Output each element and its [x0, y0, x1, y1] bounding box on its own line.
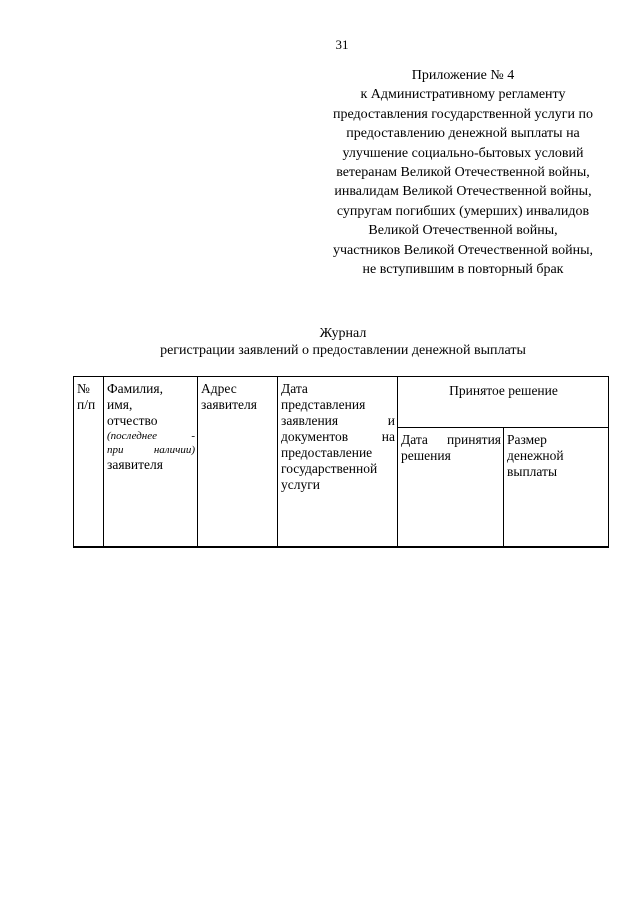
registration-table: [73, 376, 609, 548]
header-payment-amount-line: денежной: [507, 448, 564, 463]
header-decision-date-line: Дата принятия: [401, 432, 501, 447]
header-submission-date-line: Дата: [281, 381, 308, 396]
appendix-line: участников Великой Отечественной войны,: [332, 242, 594, 258]
appendix-line: не вступившим в повторный брак: [362, 262, 564, 278]
appendix-line: Приложение № 4: [411, 68, 515, 83]
header-full-name: [104, 377, 198, 548]
header-number-line: №: [77, 381, 90, 396]
header-submission-date-line: услуги: [281, 477, 320, 492]
journal-subtitle: регистрации заявлений о предоставлении денежной выплаты: [160, 343, 526, 358]
header-submission-date-line: заявления и: [281, 413, 395, 428]
header-submission-date-line: документов на: [281, 429, 395, 444]
appendix-line: ветеранам Великой Отечественной войны,: [336, 165, 590, 181]
header-address-line: заявителя: [201, 397, 257, 412]
header-number: [74, 377, 104, 548]
header-submission-date-line: предоставление: [281, 445, 373, 460]
header-decision: [398, 377, 609, 428]
header-full-name-note: (последнее -: [107, 430, 195, 442]
header-full-name-line: Фамилия,: [107, 381, 163, 396]
header-full-name-note: при наличии): [107, 444, 195, 456]
header-full-name-line: имя,: [107, 397, 133, 412]
appendix-header: [318, 66, 608, 279]
appendix-line: к Административному регламенту: [360, 87, 566, 103]
appendix-line: супругам погибших (умерших) инвалидов: [336, 203, 590, 219]
appendix-line: Великой Отечественной войны,: [368, 223, 558, 239]
header-payment-amount-line: Размер: [507, 432, 547, 447]
header-decision-date: [398, 428, 504, 548]
appendix-line: инвалидам Великой Отечественной войны,: [334, 184, 592, 200]
header-decision-date-line: решения: [401, 448, 451, 463]
appendix-line: предоставлению денежной выплаты на: [346, 126, 580, 142]
header-payment-amount-line: выплаты: [507, 464, 558, 479]
header-number-line: п/п: [77, 397, 96, 412]
header-address-line: Адрес: [201, 381, 237, 396]
header-submission-date: [278, 377, 398, 548]
header-decision-label: Принятое решение: [449, 383, 558, 398]
header-full-name-line: отчество: [107, 413, 158, 428]
header-submission-date-line: представления: [281, 397, 366, 412]
appendix-line: улучшение социально-бытовых условий: [342, 145, 584, 161]
header-full-name-line: заявителя: [107, 457, 163, 472]
page-number: 31: [335, 37, 349, 52]
header-submission-date-line: государственной: [281, 461, 378, 476]
header-payment-amount: [504, 428, 609, 548]
header-address: [198, 377, 278, 548]
appendix-line: предоставления государственной услуги по: [333, 106, 593, 122]
journal-title: Журнал: [319, 326, 367, 341]
